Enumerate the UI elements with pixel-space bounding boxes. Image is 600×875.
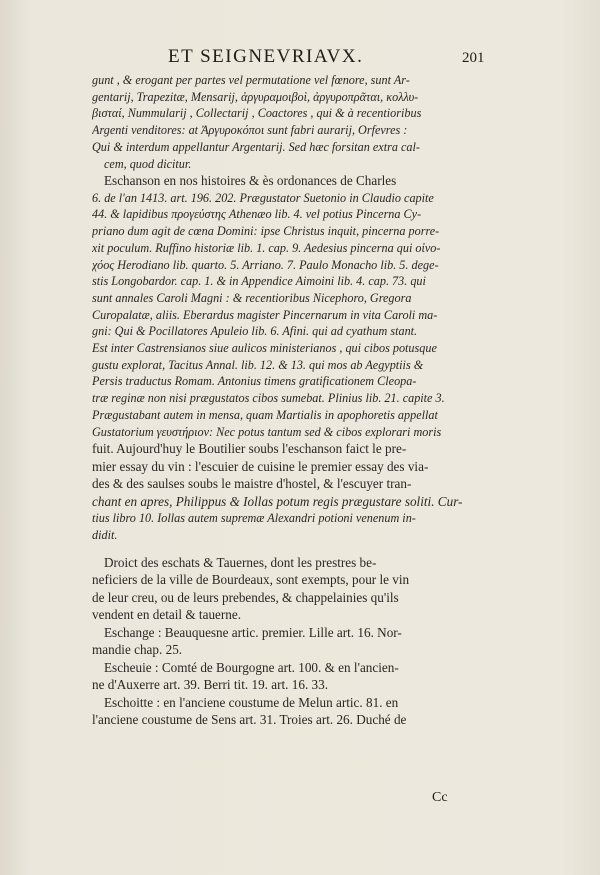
- entry-heading-line: Eschanson en nos histoires & ès ordonances de Charles: [104, 173, 397, 189]
- text-line: vendent en detail & tauerne.: [92, 607, 242, 623]
- text-line: chant en apres, Philippus & Iollas potum regis prægustare soliti. Cur-: [92, 493, 463, 509]
- text-line: cem, quod dicitur.: [104, 156, 192, 171]
- text-line: Est inter Castrensianos siue aulicos ministerianos , qui cibos potusque: [92, 341, 437, 356]
- text-line: de leur creu, ou de leurs prebendes, & chappelainies qu'ils: [92, 589, 399, 605]
- entry-escheuie: Escheuie : Comté de Bourgogne art. 100. & en l'ancien-: [104, 659, 399, 675]
- text-line: 44. & lapidibus προγεύστης Athenæo lib. 4. vel potius Pincerna Cy-: [92, 207, 422, 222]
- entry-eschange: Eschange : Beauquesne artic. premier. Lille art. 16. Nor-: [104, 624, 402, 640]
- paragraph-short-entries: [92, 624, 484, 729]
- text-line: gunt , & erogant per partes vel permutatione vel fœnore, sunt Ar-: [92, 73, 410, 87]
- paragraph-eschanson: [92, 172, 484, 543]
- text-line: Qui & interdum appellantur Argentarij. Sed hæc forsitan extra cal-: [92, 139, 420, 154]
- text-line: gentarij, Trapezitæ, Mensarij, ἀργυραμοιβοὶ, ἀργυροπρᾶται, κολλυ-: [92, 89, 419, 104]
- text-line: Gustatorium γευστήριον: Nec potus tantum sed & cibos explorari moris: [92, 424, 442, 439]
- text-line: tius libro 10. Iollas autem supremæ Alexandri potioni venenum in-: [92, 511, 416, 526]
- text-line: Prægustabant autem in mensa, quam Martialis in apophoretis appellat: [92, 407, 438, 422]
- text-line: 6. de l'an 1413. art. 196. 202. Prægustator Suetonio in Claudio capite: [92, 190, 434, 205]
- text-line: neficiers de la ville de Bourdeaux, sont exempts, pour le vin: [92, 572, 410, 588]
- text-line: stis Longobardor. cap. 1. & in Appendice Aimoini lib. 4. cap. 73. qui: [92, 274, 426, 289]
- paragraph-gap: [92, 544, 484, 554]
- text-line: gni: Qui & Pocillatores Apuleio lib. 6. Afini. qui ad cyathum stant.: [92, 324, 418, 339]
- text-line: xit poculum. Ruffino historiæ lib. 1. cap. 9. Aedesius pincerna qui οἰνο-: [92, 240, 441, 255]
- text-line: mier essay du vin : l'escuier de cuisine le premier essay des via-: [92, 458, 429, 474]
- text-line: gustu explorat, Tacitus Annal. lib. 12. & 13. qui mos ab Aegyptiis &: [92, 357, 424, 372]
- paragraph-droict: [92, 554, 484, 624]
- text-line: fuit. Aujourd'huy le Boutilier soubs l'eschanson faict le pre-: [92, 441, 407, 457]
- page-number: 201: [462, 50, 485, 66]
- text-line: Persis traductus Romam. Antonius timens gratificationem Cleopa-: [92, 374, 417, 389]
- text-line: βισταί, Nummularij , Collectarij , Coactores , qui & à recentioribus: [92, 106, 422, 121]
- text-line: ne d'Auxerre art. 39. Berri tit. 19. art. 16. 33.: [92, 677, 329, 693]
- text-line: træ reginæ non nisi prægustatos cibos sumebat. Plinius lib. 21. capite 3.: [92, 391, 445, 406]
- text-line: mandie chap. 25.: [92, 642, 183, 658]
- text-line: des & des saulses soubs le maistre d'hostel, & l'escuyer tran-: [92, 476, 412, 492]
- entry-eschoitte: Eschoitte : en l'anciene coustume de Melun artic. 81. en: [104, 694, 399, 710]
- text-line: sunt annales Caroli Magni : & recentioribus Nicephoro, Gregora: [92, 290, 412, 305]
- running-head: ET SEIGNEVRIAVX.: [168, 46, 364, 67]
- paragraph-intro: [92, 72, 484, 172]
- page-footer: [0, 790, 600, 814]
- text-line: priano dum agit de cœna Domini: ipse Christus inquit, pincerna porre-: [92, 224, 440, 239]
- page-body: [92, 72, 484, 729]
- entry-heading-line: Droict des eschats & Tauernes, dont les prestres be-: [104, 554, 377, 570]
- text-line: Curopalatæ, aliis. Eberardus magister Pincernarum in vita Caroli ma-: [92, 307, 438, 322]
- catchword: Cc: [432, 790, 448, 805]
- text-line: didit.: [92, 527, 118, 542]
- text-line: l'anciene coustume de Sens art. 31. Troies art. 26. Duché de: [92, 712, 407, 728]
- text-line: χόος Herodiano lib. quarto. 5. Arriano. 7. Paulo Monacho lib. 5. dege-: [92, 257, 439, 272]
- text-line: Argenti venditores: at Ἀργυροκόποι sunt fabri aurarij, Orfevres :: [92, 123, 408, 138]
